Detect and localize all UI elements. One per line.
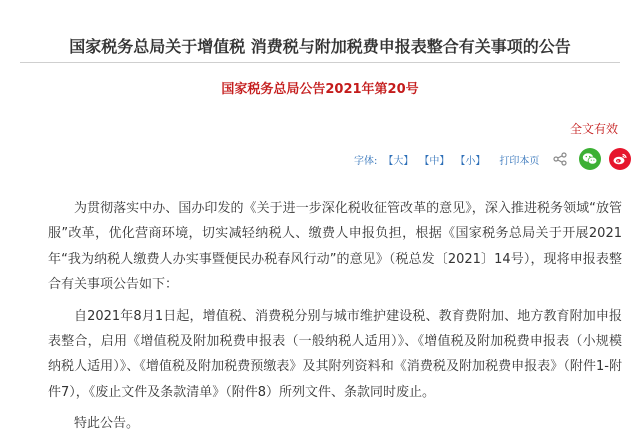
share-icon[interactable]: [553, 152, 567, 166]
article-body: [48, 196, 622, 443]
title-divider: [20, 62, 620, 63]
font-size-label: 字体:: [354, 155, 378, 167]
font-size-small-link[interactable]: 【小】: [455, 155, 486, 167]
page-title: 国家税务总局关于增值税 消费税与附加税费申报表整合有关事项的公告: [69, 37, 571, 56]
wechat-icon[interactable]: [579, 148, 601, 170]
validity-status: 全文有效: [569, 122, 618, 136]
weibo-icon[interactable]: [609, 148, 631, 170]
font-size-large-link[interactable]: 【大】: [383, 155, 414, 167]
article-toolbar: [354, 146, 631, 172]
paragraph: 自2021年8月1日起，增值税、消费税分别与城市维护建设税、教育费附加、地方教育附加申报表整合，启用《增值税及附加税费申报表（一般纳税人适用）》、《增值税及附加税费申报表（小规模纳税人适用）》、《增值税及附加税费预缴表》及其附列资料和《消费税及附加税费申报表》（附件1-附件7），《废止文件及条款清单》（附件8）所列文件、条款同时废止。: [48, 308, 622, 400]
font-size-medium-link[interactable]: 【中】: [419, 155, 450, 167]
paragraph: 为贯彻落实中办、国办印发的《关于进一步深化税收征管改革的意见》，深入推进税务领域“放管服”改革，优化营商环境，切实减轻纳税人、缴费人申报负担，根据《国家税务总局关于开展2021年“我为纳税人缴费人办实事暨便民办税春风行动”的意见》（税总发〔2021〕14号），现将申报表整合有关事项公告如下：: [48, 201, 622, 293]
print-page-link[interactable]: 打印本页: [499, 155, 540, 167]
paragraph: 特此公告。: [74, 416, 140, 432]
document-number: 国家税务总局公告2021年第20号: [221, 82, 419, 97]
